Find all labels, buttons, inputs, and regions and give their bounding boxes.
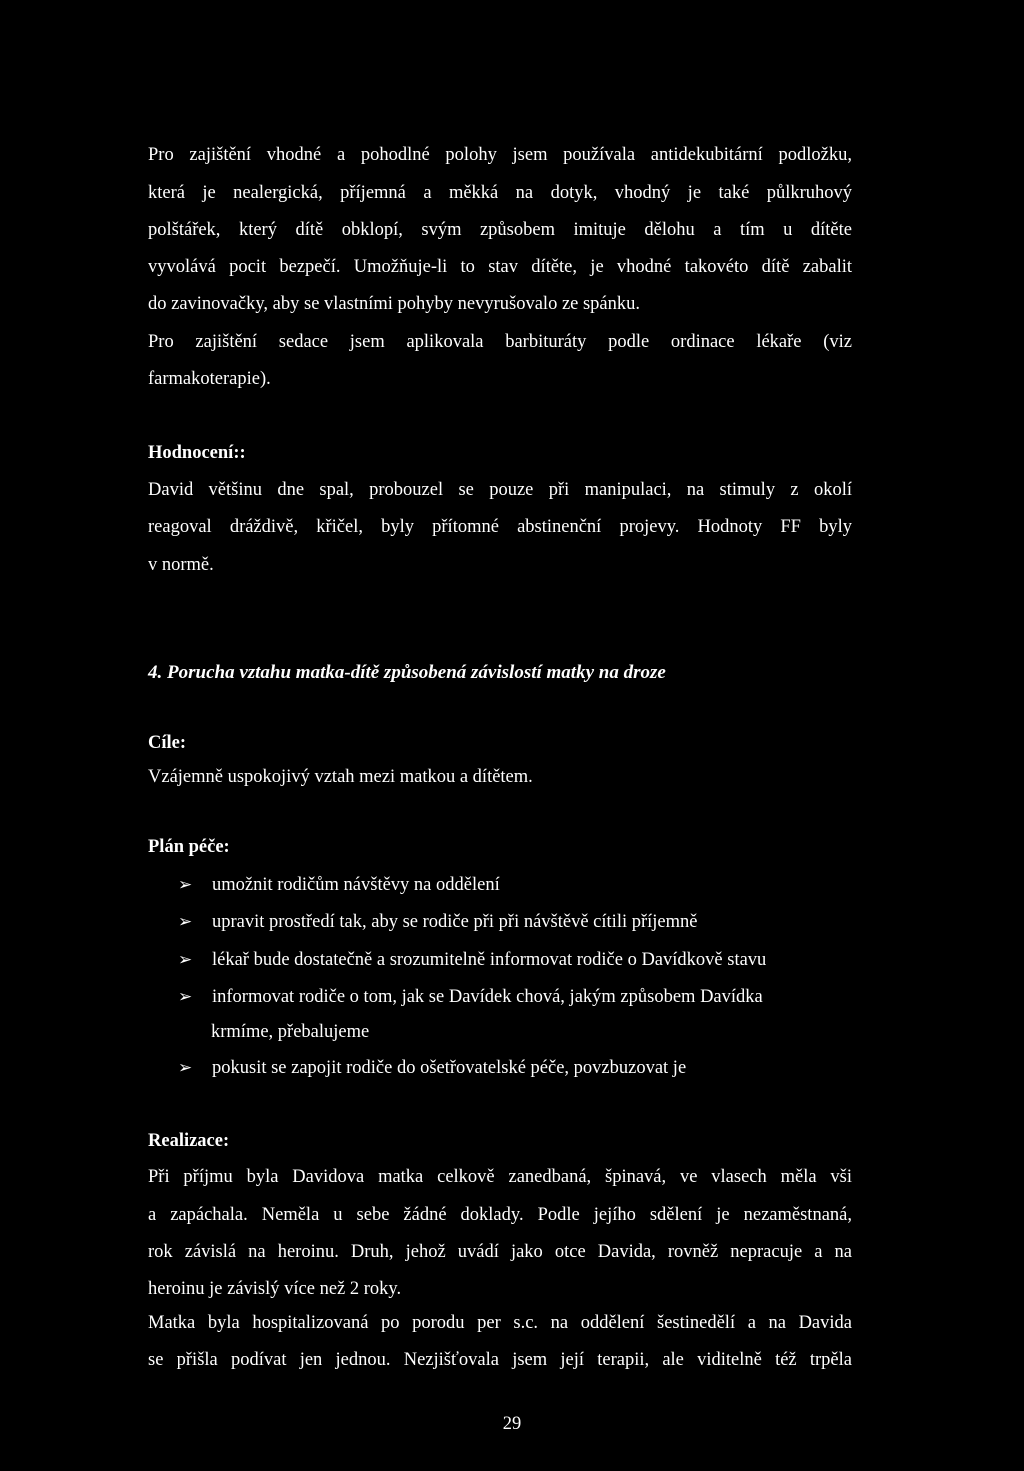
- care-plan-heading: Plán péče:: [148, 837, 230, 857]
- paragraph-line: polštářek, který dítě obklopí, svým způsobem imituje dělohu a tím u dítěte: [148, 220, 852, 240]
- paragraph-line: Pro zajištění sedace jsem aplikovala barbituráty podle ordinace lékaře (viz: [148, 332, 852, 352]
- implementation-heading: Realizace:: [148, 1131, 230, 1151]
- page-number: 29: [502, 1414, 522, 1434]
- list-item: [178, 1056, 858, 1080]
- paragraph-line: Matka byla hospitalizovaná po porodu per s.c. na oddělení šestinedělí a na Davida: [148, 1313, 852, 1333]
- paragraph-line: Při příjmu byla Davidova matka celkově zanedbaná, špinavá, ve vlasech měla vši: [148, 1167, 852, 1187]
- evaluation-heading: Hodnocení::: [148, 443, 246, 463]
- paragraph-line: heroinu je závislý více než 2 roky.: [148, 1279, 402, 1299]
- paragraph-line: která je nealergická, příjemná a měkká na dotyk, vhodný je také půlkruhový: [148, 183, 852, 203]
- paragraph-line: David většinu dne spal, probouzel se pouze při manipulaci, na stimuly z okolí: [148, 480, 852, 500]
- paragraph-line: rok závislá na heroinu. Druh, jehož uvádí jako otce Davida, rovněž nepracuje a na: [148, 1242, 852, 1262]
- paragraph-line: Pro zajištění vhodné a pohodlné polohy jsem používala antidekubitární podložku,: [148, 145, 852, 165]
- arrowhead-bullet-icon: ➢: [178, 950, 193, 969]
- arrowhead-bullet-icon: ➢: [178, 912, 193, 931]
- arrowhead-bullet-icon: ➢: [178, 987, 193, 1006]
- paragraph-line: do zavinovačky, aby se vlastními pohyby nevyrušovalo ze spánku.: [148, 294, 641, 314]
- goals-heading: Cíle:: [148, 733, 187, 753]
- paragraph-line: reagoval dráždivě, křičel, byly přítomné abstinenční projevy. Hodnoty FF byly: [148, 517, 852, 537]
- paragraph-line: vyvolává pocit bezpečí. Umožňuje-li to stav dítěte, je vhodné takovéto dítě zabalit: [148, 257, 852, 277]
- paragraph-line: a zapáchala. Neměla u sebe žádné doklady. Podle jejího sdělení je nezaměstnaná,: [148, 1205, 852, 1225]
- paragraph-line: farmakoterapie).: [148, 369, 271, 389]
- list-item: [178, 910, 858, 934]
- list-item-continuation: krmíme, přebalujeme: [211, 1022, 370, 1042]
- list-item: [178, 948, 858, 972]
- list-item-text: informovat rodiče o tom, jak se Davídek chová, jakým způsobem Davídka: [212, 987, 763, 1007]
- list-item-text: lékař bude dostatečně a srozumitelně informovat rodiče o Davídkově stavu: [212, 950, 767, 970]
- goals-text: Vzájemně uspokojivý vztah mezi matkou a dítětem.: [148, 767, 533, 787]
- arrowhead-bullet-icon: ➢: [178, 1058, 193, 1077]
- list-item-text: umožnit rodičům návštěvy na oddělení: [212, 875, 500, 895]
- list-item: [178, 985, 858, 1009]
- list-item-text: upravit prostředí tak, aby se rodiče při při návštěvě cítili příjemně: [212, 912, 698, 932]
- list-item-text: pokusit se zapojit rodiče do ošetřovatelské péče, povzbuzovat je: [212, 1058, 687, 1078]
- section-title: 4. Porucha vztahu matka-dítě způsobená závislostí matky na droze: [148, 662, 666, 683]
- arrowhead-bullet-icon: ➢: [178, 875, 193, 894]
- paragraph-line: v normě.: [148, 555, 214, 575]
- paragraph-line: se přišla podívat jen jednou. Nezjišťovala jsem její terapii, ale viditelně též trpěla: [148, 1350, 852, 1370]
- list-item: [178, 873, 858, 897]
